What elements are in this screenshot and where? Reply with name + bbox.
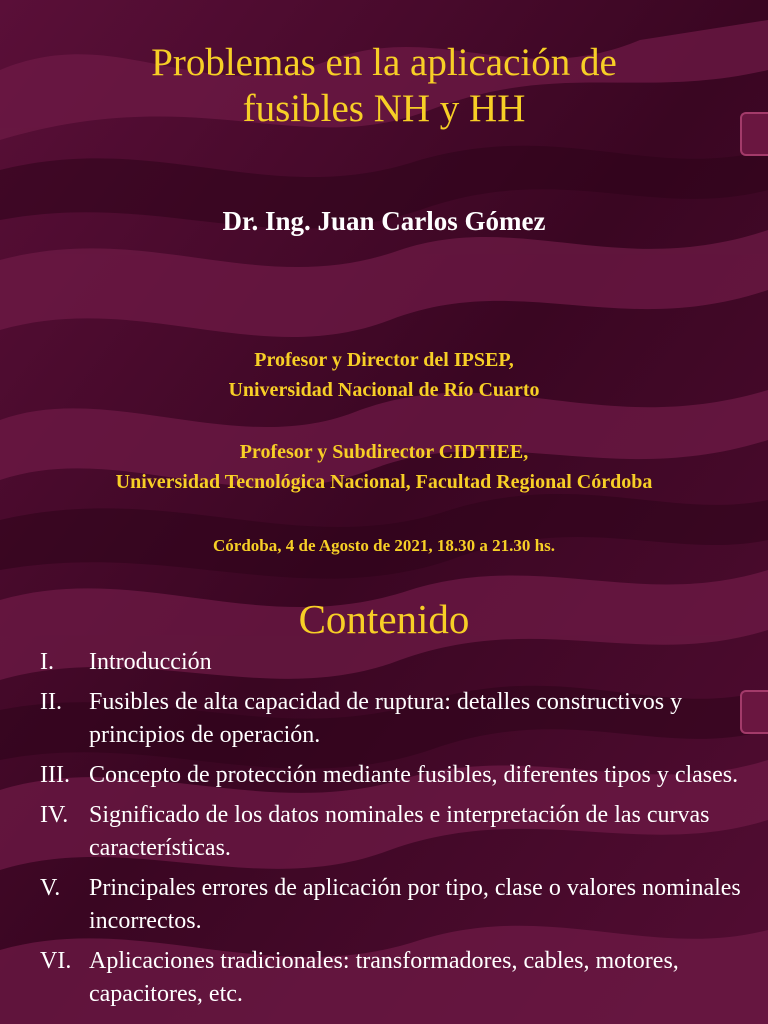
list-item-text: Introducción [89,649,212,675]
list-item [40,799,750,865]
list-item [40,872,750,938]
list-item-number: IV. [40,802,69,828]
list-item-text: Fusibles de alta capacidad de ruptura: detalles constructivos y principios de operación. [89,689,683,748]
list-item-text: Aplicaciones tradicionales: transformadores, cables, motores, capacitores, etc. [89,948,679,1007]
list-item-text: Concepto de protección mediante fusibles, diferentes tipos y clases. [89,762,739,788]
list-item-number: II. [40,689,62,715]
affiliation-1-line-1: Profesor y Director del IPSEP, [254,349,514,371]
affiliation-2 [0,437,768,497]
author-name: Dr. Ing. Juan Carlos Gómez [222,206,546,236]
list-item-number: III. [40,762,70,788]
list-item-number: VI. [40,948,72,974]
list-item [40,686,750,752]
list-item-number: V. [40,875,61,901]
event-date: Córdoba, 4 de Agosto de 2021, 18.30 a 21.30 hs. [213,536,555,555]
affiliation-2-line-1: Profesor y Subdirector CIDTIEE, [239,441,529,463]
affiliation-2-line-2: Universidad Tecnológica Nacional, Facultad Regional Córdoba [115,471,653,493]
list-item [40,759,750,792]
affiliation-1 [0,345,768,405]
contents-list [40,646,750,1018]
list-item [40,646,750,679]
affiliation-1-line-2: Universidad Nacional de Río Cuarto [228,379,540,401]
list-item [40,945,750,1011]
list-item-text: Significado de los datos nominales e interpretación de las curvas características. [89,802,710,861]
slide-title-line-2: fusibles NH y HH [242,87,526,130]
slide-title-line-1: Problemas en la aplicación de [151,41,617,84]
slide-title [0,40,768,132]
list-item-text: Principales errores de aplicación por tipo, clase o valores nominales incorrectos. [89,875,741,934]
list-item-number: I. [40,649,54,675]
contents-heading: Contenido [298,596,470,642]
